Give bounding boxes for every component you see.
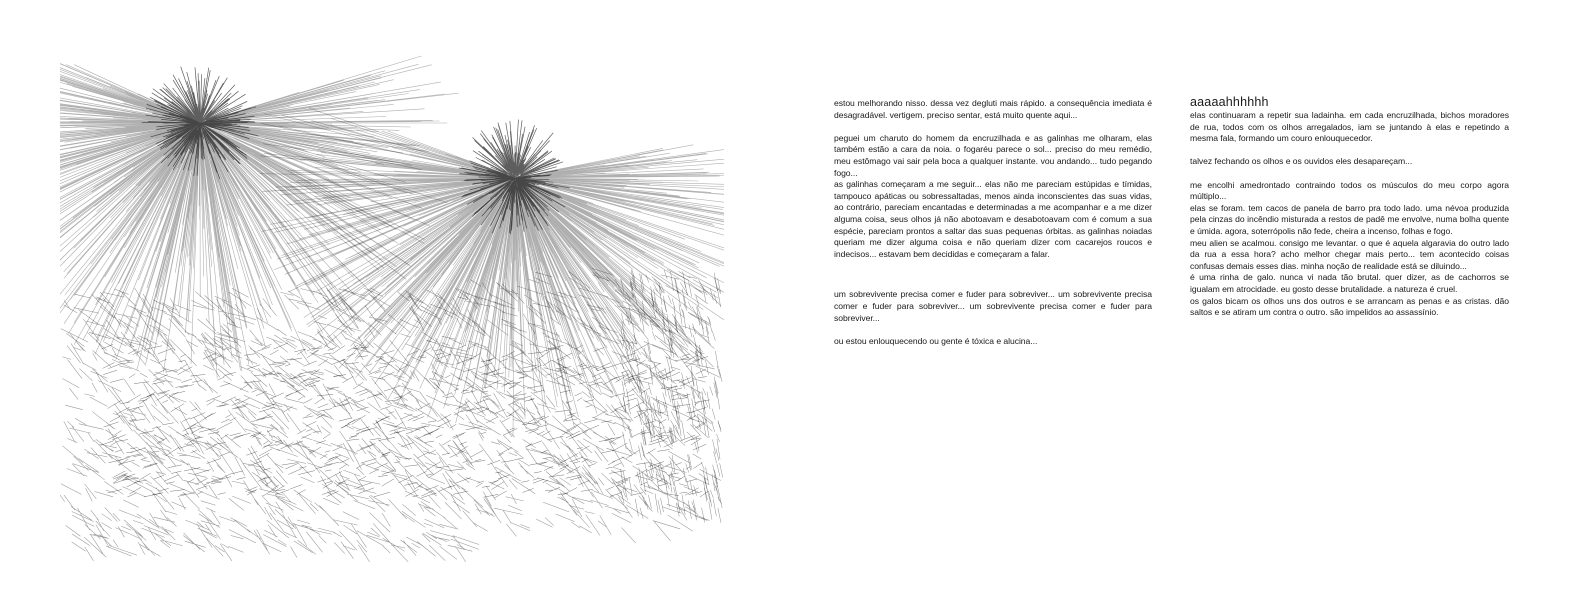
paragraph: ou estou enlouquecendo ou gente é tóxica e alucina... bbox=[834, 335, 1038, 346]
paragraph: me encolhi amedrontado contraindo todos os músculos do meu corpo agora múltiplo... elas se foram. tem cacos de panela de barro pra todo lado. uma névoa produzida pela cinzas do incêndio misturada a restos de padê me envolve, numa bolha quente e úmida. agora, soterrópolis não fede, cheira a incenso, folhas e fogo. meu alien se acalmou. consigo me levantar. o que é aquela algaravia do outro lado da rua a essa hora? acho melhor chegar mais perto... tem acontecido coisas confusas demais esses dias. minha noção de realidade está se diluindo... é uma rinha de galo. nunca vi nada tão brutal. quer dizer, as de cachorros se igualam em atrocidade. eu gosto desse brutalidade. a natureza é cruel. os galos bicam os olhos uns dos outros e se arrancam as penas e as cristas. dão saltos e se atiram um contra o outro. são impelidos ao assassínio. bbox=[1190, 179, 1509, 318]
section-heading: aaaaahhhhhh bbox=[1190, 95, 1269, 109]
text-column-left bbox=[834, 98, 1152, 347]
paragraph: elas continuaram a repetir sua ladainha. em cada encruzilhada, bichos moradores de rua, todos com os olhos arregalados, iam se juntando à elas e repetindo a mesma fala, formando um couro enlouquecedor. bbox=[1190, 110, 1509, 144]
text-column-right bbox=[1190, 94, 1509, 319]
sketch-illustration bbox=[60, 48, 724, 562]
paragraph: estou melhorando nisso. dessa vez degluti mais rápido. a consequência imediata é desagradável. vertigem. preciso sentar, está muito quente aqui... bbox=[834, 98, 1152, 120]
pencil-sketch-roosters-icon bbox=[60, 48, 724, 562]
paragraph: peguei um charuto do homem da encruzilhada e as galinhas me olharam, elas também estão a cara da noia. o fogaréu parece o sol... preciso do meu remédio, meu estômago vai sair pela boca a qualquer instante. vou andando... tudo pegando fogo... as galinhas começaram a me seguir... elas não me pareciam estúpidas e tímidas, tampouco apáticas ou sobressaltadas, menos ainda inconscientes das suas vidas, ao contrário, pareciam encantadas e determinadas a me acompanhar e a me dizer alguma coisa, seus olhos já não abotoavam e desabotoavam com é comum a sua espécie, pareciam prontos a saltar das suas pequenas órbitas. as galinhas noiadas queriam me dizer alguma coisa e não queriam dizer com cacarejos roucos e indecisos... estavam bem decididas e começaram a falar. bbox=[834, 132, 1152, 259]
paragraph: talvez fechando os olhos e os ouvidos eles desapareçam... bbox=[1190, 156, 1413, 167]
paragraph: um sobrevivente precisa comer e fuder para sobreviver... um sobrevivente precisa comer e fuder para sobreviver... um sobrevivente precisa comer e fuder para sobreviver... bbox=[834, 289, 1152, 323]
